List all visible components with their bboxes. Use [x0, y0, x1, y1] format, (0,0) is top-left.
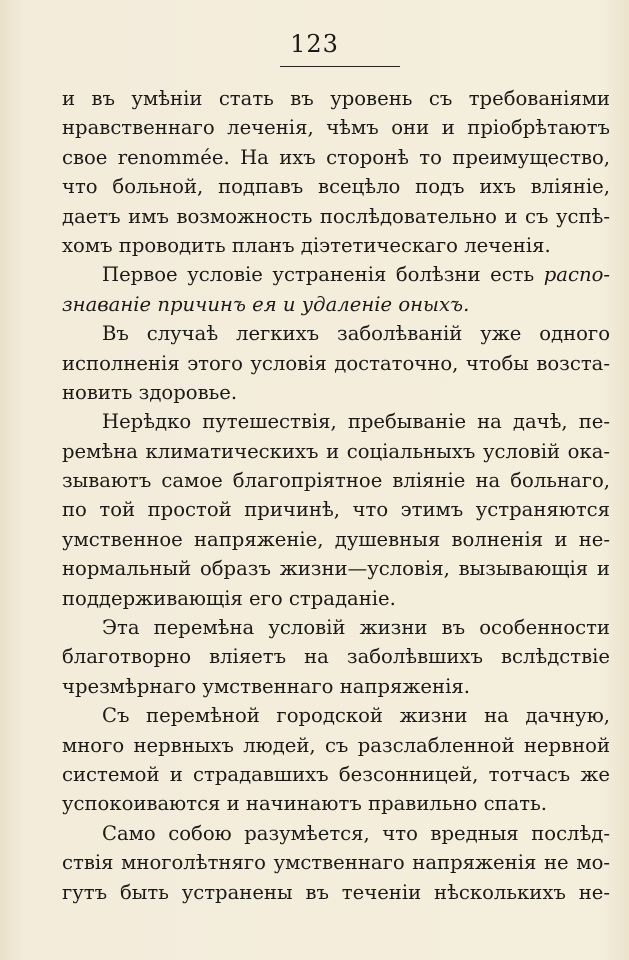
- italic-segment: распо-: [543, 263, 610, 287]
- text-line: системой и страдавшихъ безсонницей, тотчасъ же: [62, 762, 610, 786]
- text-line: нормальный образъ жизни—условія, вызывающія и: [62, 557, 610, 581]
- text-line: умственное напряженіе, душевныя волненія и не-: [62, 527, 610, 551]
- text-line: много нервныхъ людей, съ разслабленной нервной: [62, 733, 610, 757]
- text-line: гутъ быть устранены въ теченіи нѣсколькихъ не-: [62, 880, 610, 904]
- text-line: Эта перемѣна условій жизни въ особенности: [102, 616, 610, 640]
- text-line: Въ случаѣ легкихъ заболѣваній уже одного: [102, 322, 610, 346]
- text-line: Нерѣдко путешествія, пребываніе на дачѣ, пе-: [102, 410, 610, 434]
- text-line: исполненія этого условія достаточно, чтобы возста-: [62, 351, 610, 375]
- text-line: что больной, подпавъ всецѣло подъ ихъ вліяніе,: [62, 175, 610, 199]
- text-line: новить здоровье.: [62, 380, 238, 404]
- text-line: ремѣна климатическихъ и соціальныхъ условій ока-: [62, 439, 610, 463]
- text-line: [62, 260, 610, 289]
- text-line: ствія многолѣтняго умственнаго напряженія не мо-: [62, 851, 610, 875]
- body-text: [62, 84, 610, 907]
- text-line: и въ умѣніи стать въ уровень съ требованіями: [62, 87, 610, 110]
- text-line: даетъ имъ возможность послѣдовательно и съ успѣ-: [62, 204, 610, 228]
- text-line: благотворно вліяетъ на заболѣвшихъ вслѣдствіе: [62, 645, 610, 669]
- text-line: [62, 290, 610, 319]
- text-line: свое renommée. На ихъ сторонѣ то преимущество,: [62, 145, 610, 169]
- text-line: чрезмѣрнаго умственнаго напряженія.: [62, 674, 470, 698]
- italic-segment: знаваніе причинъ ея и удаленіе оныхъ.: [62, 292, 470, 316]
- page-number: 123: [290, 30, 339, 58]
- header-rule: [280, 66, 400, 67]
- text-line: поддерживающія его страданіе.: [62, 586, 396, 610]
- text-line: по той простой причинѣ, что этимъ устраняются: [62, 498, 610, 522]
- text-line: Съ перемѣной городской жизни на дачную,: [102, 704, 610, 728]
- text-line: нравственнаго леченія, чѣмъ они и пріобрѣтаютъ: [62, 116, 610, 140]
- text-line: успокоиваются и начинаютъ правильно спать.: [62, 792, 548, 816]
- text-line: хомъ проводить планъ діэтетическаго леченія.: [62, 233, 551, 257]
- text-line: Само собою разумѣется, что вредныя послѣд-: [102, 821, 610, 845]
- text-segment: Первое условіе устраненія болѣзни есть: [102, 263, 535, 287]
- text-line: зываютъ самое благопріятное вліяніе на больнаго,: [62, 469, 610, 493]
